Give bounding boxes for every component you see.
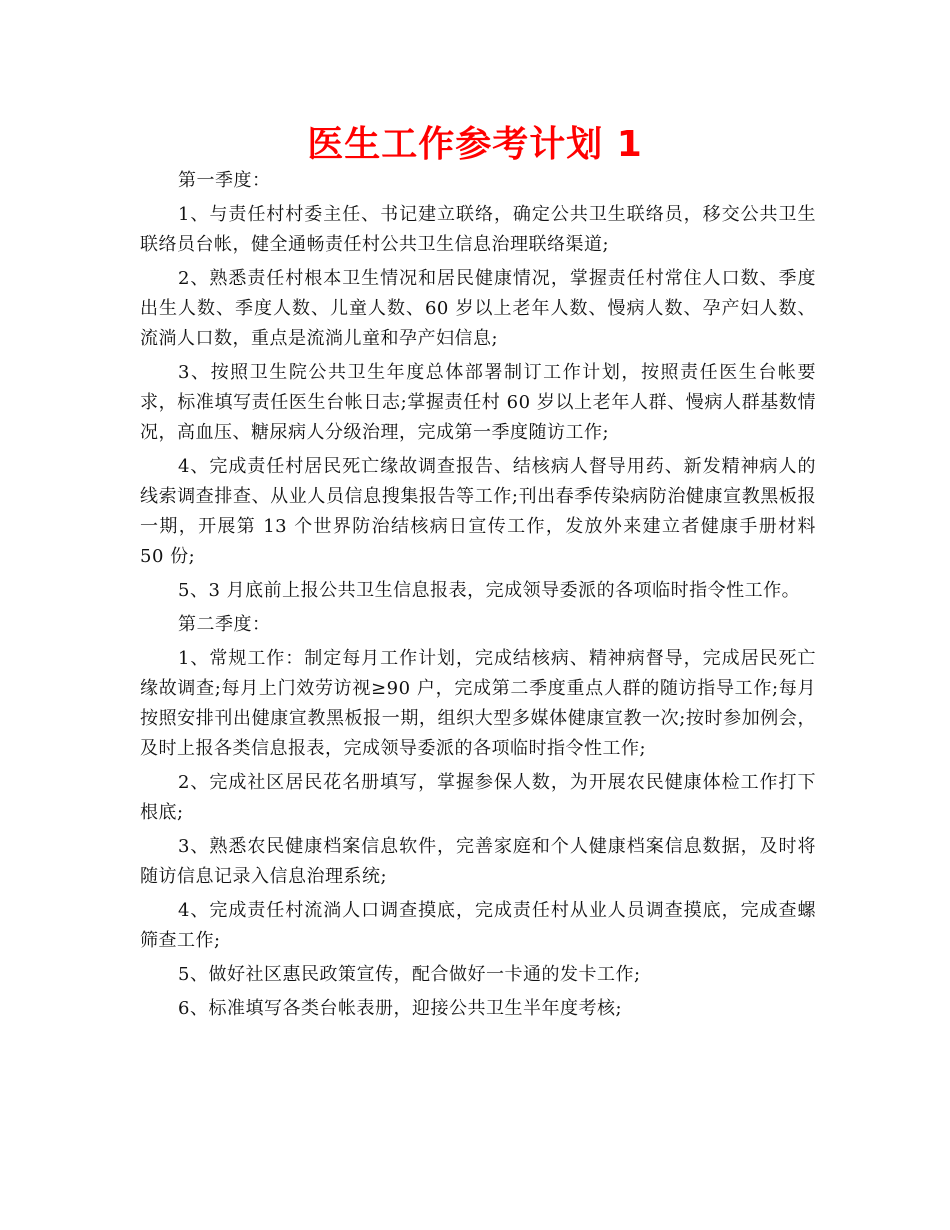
paragraph: 6、标准填写各类台帐表册，迎接公共卫生半年度考核; bbox=[178, 998, 623, 1019]
paragraph: 4、完成责任村居民死亡缘故调查报告、结核病人督导用药、新发精神病人的线索调查排查、从业人员信息搜集报告等工作;刊出春季传染病防治健康宣教黑板报一期，开展第 13 个世界防治结核病日宣传工作，发放外来建立者健康手册材料 50 份; bbox=[140, 456, 816, 567]
paragraph: 1、常规工作：制定每月工作计划，完成结核病、精神病督导，完成居民死亡缘故调查;每月上门效劳访视≥90 户，完成第二季度重点人群的随访指导工作;每月按照安排刊出健康宣教黑板报一期，组织大型多媒体健康宣教一次;按时参加例会，及时上报各类信息报表，完成领导委派的各项临时指令性工作; bbox=[140, 648, 816, 759]
paragraph: 2、熟悉责任村根本卫生情况和居民健康情况，掌握责任村常住人口数、季度出生人数、季度人数、儿童人数、60 岁以上老年人数、慢病人数、孕产妇人数、流淌人口数，重点是流淌儿童和孕产妇信息; bbox=[140, 268, 816, 349]
section-heading-q1: 第一季度： bbox=[178, 170, 271, 191]
paragraph: 1、与责任村村委主任、书记建立联络，确定公共卫生联络员，移交公共卫生联络员台帐，健全通畅责任村公共卫生信息治理联络渠道; bbox=[140, 204, 816, 255]
document-body bbox=[140, 166, 816, 1028]
paragraph: 4、完成责任村流淌人口调查摸底，完成责任村从业人员调查摸底，完成查螺筛查工作; bbox=[140, 900, 816, 951]
paragraph: 5、3 月底前上报公共卫生信息报表，完成领导委派的各项临时指令性工作。 bbox=[178, 580, 801, 601]
paragraph: 5、做好社区惠民政策宣传，配合做好一卡通的发卡工作; bbox=[178, 964, 641, 985]
section-heading-q2: 第二季度： bbox=[178, 614, 271, 635]
paragraph: 3、熟悉农民健康档案信息软件，完善家庭和个人健康档案信息数据，及时将随访信息记录入信息治理系统; bbox=[140, 836, 816, 887]
paragraph: 3、按照卫生院公共卫生年度总体部署制订工作计划，按照责任医生台帐要求，标准填写责任医生台帐日志;掌握责任村 60 岁以上老年人群、慢病人群基数情况，高血压、糖尿病人分级治理，完成第一季度随访工作; bbox=[140, 362, 816, 443]
document-title: 医生工作参考计划 1 bbox=[307, 124, 643, 165]
paragraph: 2、完成社区居民花名册填写，掌握参保人数，为开展农民健康体检工作打下根底; bbox=[140, 772, 816, 823]
